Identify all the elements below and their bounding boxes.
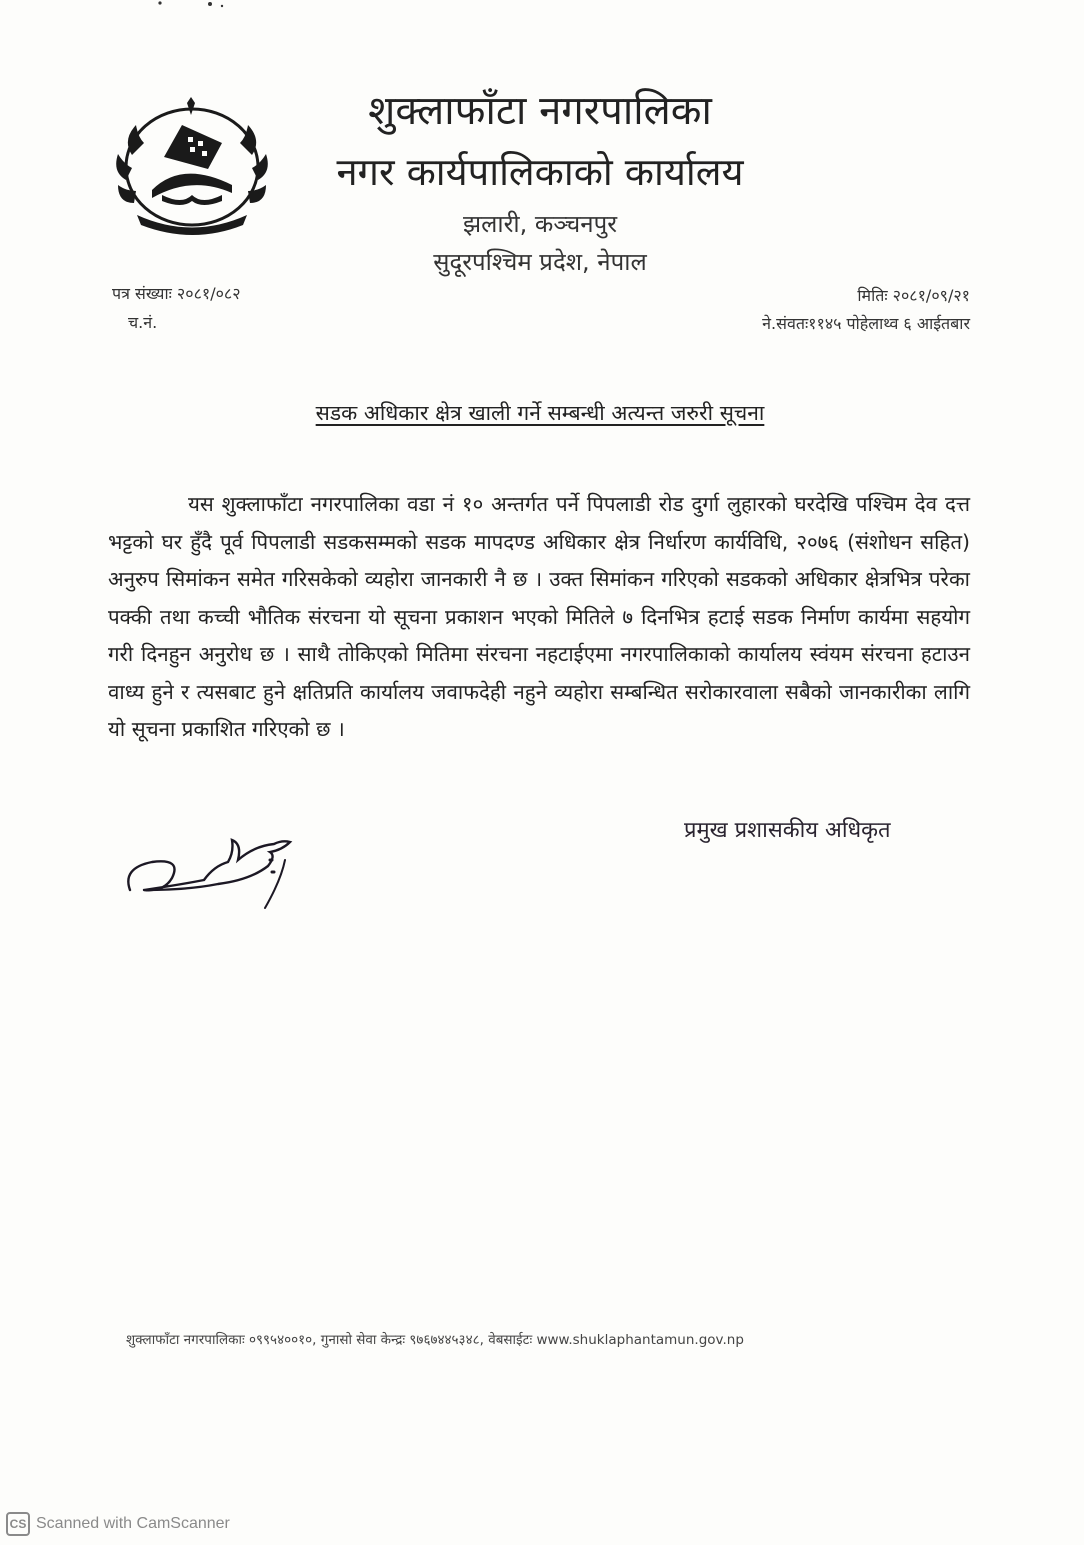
notice-body: यस शुक्लाफाँटा नगरपालिका वडा नं १० अन्तर्गत पर्ने पिपलाडी रोड दुर्गा लुहारको घरदेखि पश्चिम देव दत्त भट्टको घर हुँदै पूर्व पिपलाडी सडकसम्मको सडक मापदण्ड अधिकार क्षेत्र निर्धारण कार्यविधि, २०७६ (संशोधन सहित) अनुरुप सिमांकन समेत गरिसकेको व्यहोरा जानकारी नै छ । उक्त सिमांकन गरिएको सडकको अधिकार क्षेत्रभित्र परेका पक्की तथा कच्ची भौतिक संरचना यो सूचना प्रकाशन भएको मितिले ७ दिनभित्र हटाई सडक निर्माण कार्यमा सहयोग गरी दिनहुन अनुरोध छ । साथै तोकिएको मितिमा संरचना नहटाईएमा नगरपालिकाको कार्यालय स्वंयम संरचना हटाउन वाध्य हुने र त्यसबाट हुने क्षतिप्रति कार्यालय जवाफदेही नहुने व्यहोरा सम्बन्धित सरोकारवाला सबैको जानकारीका लागि यो सूचना प्रकाशित गरिएको छ । <box>108 492 970 741</box>
footer-contact: शुक्लाफाँटा नगरपालिकाः ०९९५४००१०, गुनासो सेवा केन्द्रः ९७६७४४५३४८, वेबसाईटः www.shuklaphantamun.gov.np <box>126 1332 744 1348</box>
nepal-sambat-date: ने.संवतः११४५ पोहेलाथ्व ६ आईतबार <box>762 314 970 333</box>
letter-date: मितिः २०८१/०९/२१ <box>857 286 970 305</box>
signatory-title: प्रमुख प्रशासकीय अधिकृत <box>684 818 891 843</box>
address-line-1: झलारी, कञ्चनपुर <box>462 210 618 238</box>
chalani-number: च.नं. <box>128 313 158 332</box>
camscanner-logo-icon: CS <box>6 1512 30 1536</box>
handwritten-signature <box>120 820 320 910</box>
scan-speck-marks <box>140 0 240 10</box>
watermark-text: Scanned with CamScanner <box>36 1515 230 1532</box>
letter-number: पत्र संख्याः २०८१/०८२ <box>112 284 241 303</box>
notice-title: सडक अधिकार क्षेत्र खाली गर्ने सम्बन्धी अत्यन्त जरुरी सूचना <box>315 401 765 425</box>
nepal-emblem-icon <box>112 95 277 240</box>
address-line-2: सुदूरपश्चिम प्रदेश, नेपाल <box>433 248 647 276</box>
camscanner-watermark <box>6 1511 230 1537</box>
org-office-name: नगर कार्यपालिकाको कार्यालय <box>336 150 744 194</box>
org-name: शुक्लाफाँटा नगरपालिका <box>368 88 712 134</box>
notice-title-wrapper <box>230 398 850 428</box>
